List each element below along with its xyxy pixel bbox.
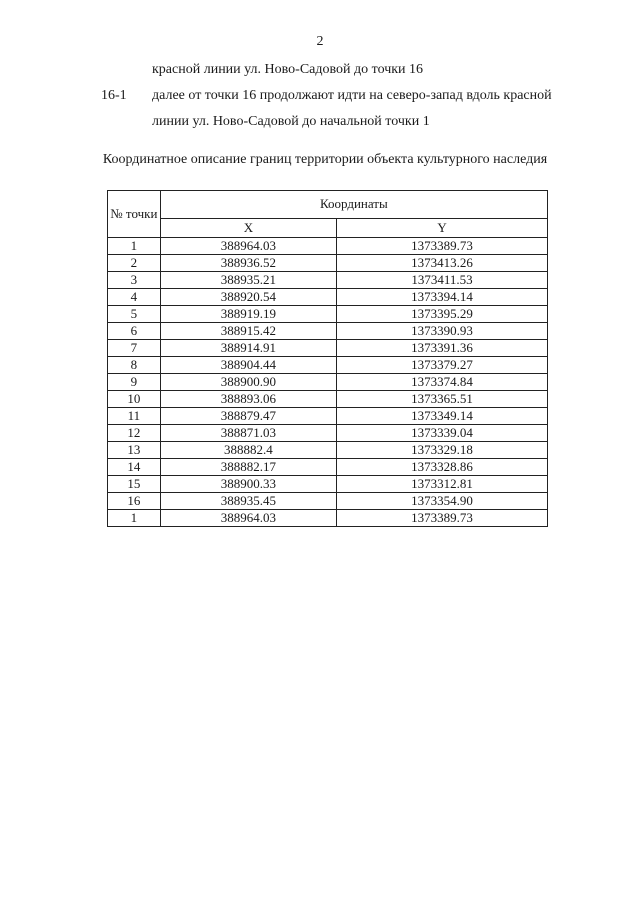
cell-y: 1373389.73 <box>337 510 548 527</box>
table-row <box>108 289 548 306</box>
cell-y: 1373394.14 <box>337 289 548 306</box>
table-row <box>108 255 548 272</box>
table-row <box>108 323 548 340</box>
table-row <box>108 374 548 391</box>
cell-x: 388935.45 <box>160 493 336 510</box>
cell-y: 1373312.81 <box>337 476 548 493</box>
table-row <box>108 510 548 527</box>
cell-y: 1373354.90 <box>337 493 548 510</box>
cell-point: 1 <box>108 510 161 527</box>
cell-point: 4 <box>108 289 161 306</box>
cell-x: 388935.21 <box>160 272 336 289</box>
header-x: X <box>160 218 336 237</box>
cell-point: 14 <box>108 459 161 476</box>
cell-x: 388900.33 <box>160 476 336 493</box>
cell-point: 16 <box>108 493 161 510</box>
table-row <box>108 391 548 408</box>
table-row <box>108 425 548 442</box>
cell-y: 1373411.53 <box>337 272 548 289</box>
cell-x: 388900.90 <box>160 374 336 391</box>
table-row <box>108 238 548 255</box>
table-row <box>108 408 548 425</box>
cell-x: 388893.06 <box>160 391 336 408</box>
coordinates-table <box>107 190 548 527</box>
table-caption: Координатное описание границ территории объекта культурного наследия <box>102 152 548 167</box>
text-line-3: линии ул. Ново-Садовой до начальной точки 1 <box>152 114 430 129</box>
cell-point: 2 <box>108 255 161 272</box>
cell-x: 388882.17 <box>160 459 336 476</box>
cell-point: 5 <box>108 306 161 323</box>
cell-x: 388920.54 <box>160 289 336 306</box>
table-row <box>108 442 548 459</box>
cell-point: 7 <box>108 340 161 357</box>
text-line-2: далее от точки 16 продолжают идти на северо-запад вдоль красной <box>152 88 552 103</box>
header-point: № точки <box>108 191 161 238</box>
cell-x: 388904.44 <box>160 357 336 374</box>
cell-y: 1373413.26 <box>337 255 548 272</box>
cell-y: 1373374.84 <box>337 374 548 391</box>
table-row <box>108 340 548 357</box>
item-number: 16-1 <box>101 88 127 103</box>
cell-x: 388914.91 <box>160 340 336 357</box>
cell-x: 388919.19 <box>160 306 336 323</box>
cell-x: 388964.03 <box>160 510 336 527</box>
header-coordinates: Координаты <box>160 191 547 219</box>
cell-point: 9 <box>108 374 161 391</box>
cell-point: 6 <box>108 323 161 340</box>
cell-y: 1373379.27 <box>337 357 548 374</box>
cell-point: 1 <box>108 238 161 255</box>
cell-y: 1373328.86 <box>337 459 548 476</box>
cell-x: 388879.47 <box>160 408 336 425</box>
cell-y: 1373329.18 <box>337 442 548 459</box>
cell-y: 1373391.36 <box>337 340 548 357</box>
table-row <box>108 306 548 323</box>
cell-x: 388915.42 <box>160 323 336 340</box>
cell-point: 8 <box>108 357 161 374</box>
text-line-1: красной линии ул. Ново-Садовой до точки 16 <box>152 62 424 77</box>
page-number: 2 <box>316 34 324 49</box>
cell-x: 388882.4 <box>160 442 336 459</box>
cell-y: 1373339.04 <box>337 425 548 442</box>
cell-point: 15 <box>108 476 161 493</box>
table-row <box>108 272 548 289</box>
cell-y: 1373365.51 <box>337 391 548 408</box>
cell-y: 1373390.93 <box>337 323 548 340</box>
cell-y: 1373349.14 <box>337 408 548 425</box>
cell-point: 12 <box>108 425 161 442</box>
cell-point: 13 <box>108 442 161 459</box>
cell-y: 1373395.29 <box>337 306 548 323</box>
header-y: Y <box>337 218 548 237</box>
cell-point: 11 <box>108 408 161 425</box>
cell-point: 10 <box>108 391 161 408</box>
table-row <box>108 493 548 510</box>
cell-x: 388936.52 <box>160 255 336 272</box>
cell-x: 388964.03 <box>160 238 336 255</box>
table-row <box>108 459 548 476</box>
cell-y: 1373389.73 <box>337 238 548 255</box>
cell-x: 388871.03 <box>160 425 336 442</box>
table-body <box>108 238 548 527</box>
table-row <box>108 476 548 493</box>
cell-point: 3 <box>108 272 161 289</box>
table-row <box>108 357 548 374</box>
